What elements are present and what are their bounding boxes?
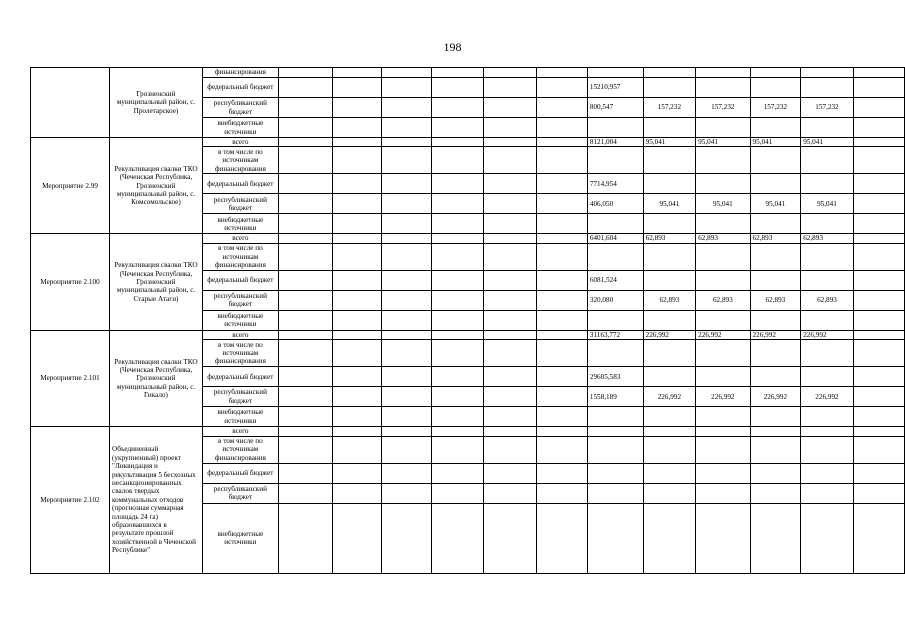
value-cell: 226,992: [643, 330, 696, 339]
table-row: [31, 138, 905, 147]
source-label: федеральный бюджет: [202, 367, 278, 387]
activity-label: Мероприятие 2.102: [31, 427, 110, 573]
value-cell: 8121,004: [587, 138, 643, 147]
value-cell: 29605,583: [587, 367, 643, 387]
value-cell: 62,893: [643, 234, 696, 243]
source-label: внебюджетные источники: [202, 310, 278, 330]
source-label: в том числе по источникам финансирования: [202, 436, 278, 463]
value-cell: 226,992: [801, 330, 854, 339]
value-cell: 406,050: [587, 194, 643, 214]
source-label: федеральный бюджет: [202, 78, 278, 98]
source-label: республиканский бюджет: [202, 387, 278, 407]
value-cell: 226,992: [801, 387, 854, 407]
value-cell: 226,992: [750, 387, 801, 407]
table-row: [31, 427, 905, 436]
value-cell: 6401,604: [587, 234, 643, 243]
value-cell: 62,893: [696, 234, 750, 243]
value-cell: 95,041: [643, 138, 696, 147]
source-label: в том числе по источникам финансирования: [202, 243, 278, 270]
source-label: внебюджетные источники: [202, 503, 278, 573]
value-cell: 226,992: [696, 387, 750, 407]
value-cell: 95,041: [696, 194, 750, 214]
source-label: всего: [202, 138, 278, 147]
value-cell: 62,893: [696, 290, 750, 310]
source-label: всего: [202, 427, 278, 436]
value-cell: 226,992: [750, 330, 801, 339]
value-cell: 62,893: [750, 290, 801, 310]
source-label: в том числе по источникам финансирования: [202, 147, 278, 174]
value-cell: 320,080: [587, 290, 643, 310]
activity-label: Мероприятие 2.99: [31, 138, 110, 234]
value-cell: 95,041: [696, 138, 750, 147]
source-label: республиканский бюджет: [202, 194, 278, 214]
value-cell: 95,041: [643, 194, 696, 214]
source-label: федеральный бюджет: [202, 174, 278, 194]
value-cell: 800,547: [587, 98, 643, 118]
source-label: республиканский бюджет: [202, 290, 278, 310]
value-cell: 62,893: [643, 290, 696, 310]
source-label: федеральный бюджет: [202, 463, 278, 483]
source-label: республиканский бюджет: [202, 483, 278, 503]
value-cell: 157,232: [750, 98, 801, 118]
activity-label: Мероприятие 2.101: [31, 330, 110, 426]
value-cell: 95,041: [750, 194, 801, 214]
source-label: внебюджетные источники: [202, 214, 278, 234]
activity-label-cell: [31, 68, 110, 138]
budget-table: [30, 67, 905, 574]
source-label: в том числе по источникам финансирования: [202, 340, 278, 367]
source-label: внебюджетные источники: [202, 118, 278, 138]
source-label: внебюджетные источники: [202, 407, 278, 427]
value-cell: 226,992: [643, 387, 696, 407]
activity-name: Рекультивация свалки ТКО (Чеченская Республика, Грозненский муниципальный район, с. Комсомольское): [110, 138, 203, 234]
value-cell: 7714,954: [587, 174, 643, 194]
table-row: [31, 68, 905, 78]
table-row: [31, 330, 905, 339]
source-label: всего: [202, 234, 278, 243]
source-label: всего: [202, 330, 278, 339]
value-cell: 226,992: [696, 330, 750, 339]
value-cell: 62,893: [801, 234, 854, 243]
activity-name: Грозненский муниципальный район, с. Пролетарское): [110, 68, 203, 138]
source-label: республиканский бюджет: [202, 98, 278, 118]
value-cell: 62,893: [750, 234, 801, 243]
value-cell: 6081,524: [587, 270, 643, 290]
page-number: 198: [443, 40, 462, 54]
value-cell: 157,232: [643, 98, 696, 118]
value-cell: 157,232: [801, 98, 854, 118]
value-cell: 31163,772: [587, 330, 643, 339]
activity-label: Мероприятие 2.100: [31, 234, 110, 330]
value-cell: 1558,189: [587, 387, 643, 407]
activity-name: Рекультивация свалки ТКО (Чеченская Республика, Грозненский муниципальный район, с. Старые Атаги): [110, 234, 203, 330]
value-cell: 95,041: [801, 138, 854, 147]
activity-name: Объединенный (укрупненный) проект "Ликвидация и рекультивация 5 бесхозных несанкционированных свалок твердых коммунальных отходов (прогнозная суммарная площадь 24 га) образовавшихся в результате прошлой хозяйственной в Чеченской Республике": [110, 427, 203, 573]
table-row: [31, 234, 905, 243]
value-cell: 157,232: [696, 98, 750, 118]
value-cell: 95,041: [750, 138, 801, 147]
value-cell: 95,041: [801, 194, 854, 214]
source-label: федеральный бюджет: [202, 270, 278, 290]
activity-name: Рекультивация свалки ТКО (Чеченская Республика, Грозненский муниципальный район, с. Гикало): [110, 330, 203, 426]
source-label: финансирования: [202, 68, 278, 78]
value-cell: 62,893: [801, 290, 854, 310]
value-cell: 15210,957: [587, 78, 643, 98]
